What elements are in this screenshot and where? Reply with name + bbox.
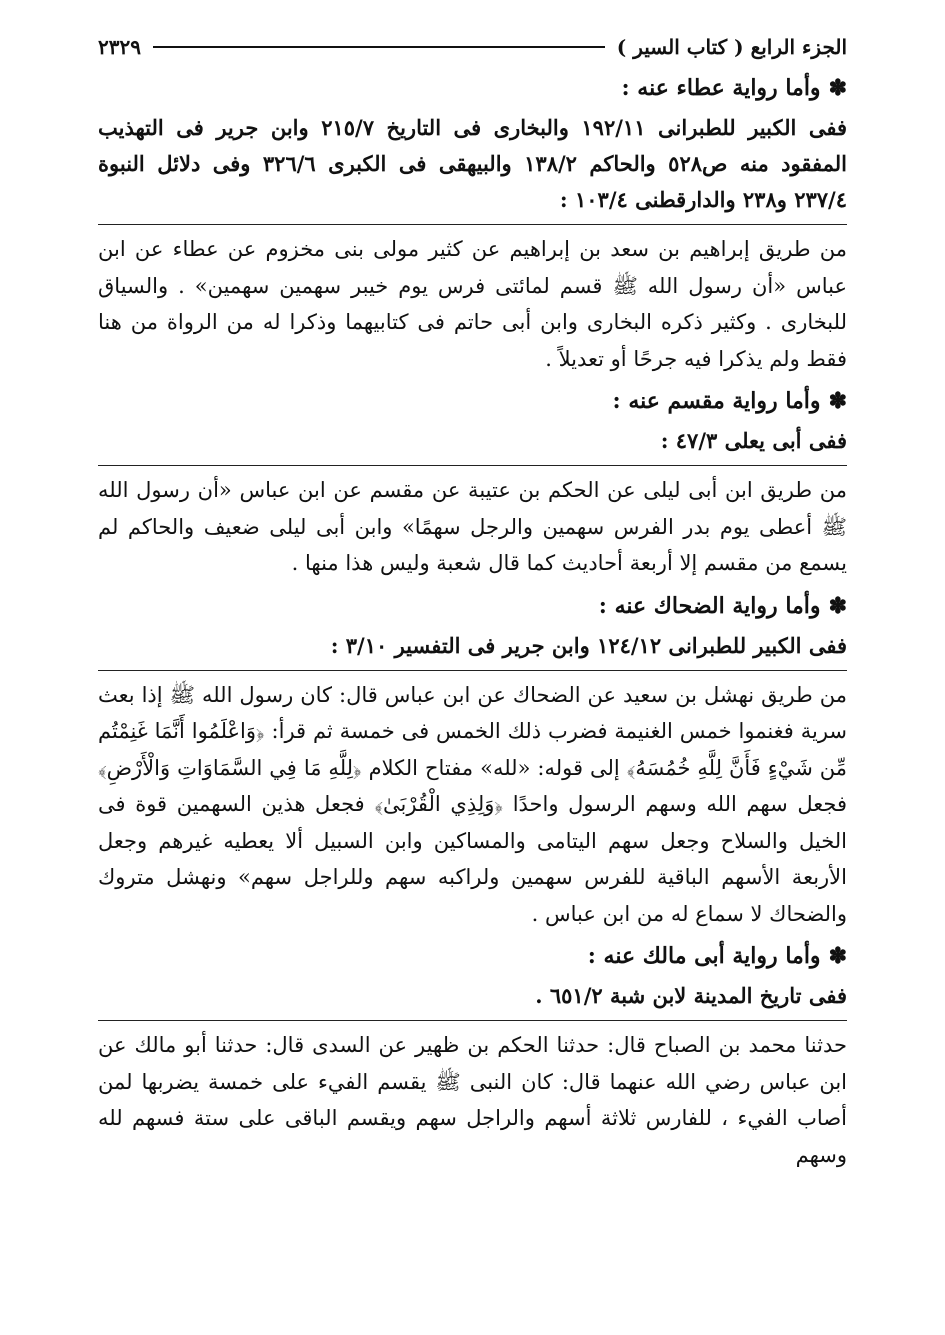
star-icon: ✽ xyxy=(828,388,847,414)
divider xyxy=(98,670,847,671)
section-abu-malik xyxy=(98,938,847,1173)
section-miqsam xyxy=(98,383,847,582)
header-rule xyxy=(153,46,605,48)
section-heading: ✽وأما رواية مقسم عنه : xyxy=(612,388,847,414)
divider xyxy=(98,224,847,225)
source-citation: ففى الكبير للطبرانى ١٢٤/١٢ وابن جرير فى التفسير ٣/١٠ : xyxy=(330,632,847,658)
body-text: من طريق نهشل بن سعيد عن الضحاك عن ابن عباس قال: كان رسول الله ﷺ إذا بعث سرية فغنموا خمس الغنيمة فضرب ذلك الخمس فى خمسة ثم قرأ: ﴿وَاعْلَمُوا أَنَّمَا غَنِمْتُم مِّن شَيْءٍ فَأَنَّ لِلَّهِ خُمُسَهُ﴾ إلى قوله: «لله» مفتاح الكلام ﴿لِلَّهِ مَا فِي السَّمَاوَاتِ وَالْأَرْضِ﴾ فجعل سهم الله وسهم الرسول واحدًا ﴿وَلِذِي الْقُرْبَىٰ﴾ فجعل هذين السهمين قوة فى الخيل والسلاح وجعل سهم اليتامى والمساكين وابن السبيل ألا يعطيه غيرهم وجعل الأربعة الأسهم الباقية للفرس سهمين ولراكبه سهم وللراجل سهم» ونهشل متروك والضحاك لا سماع له من ابن عباس . xyxy=(98,682,847,926)
body-text: من طريق إبراهيم بن سعد بن إبراهيم عن كثير مولى بنى مخزوم عن عطاء عن ابن عباس «أن رسول الله ﷺ قسم لمائتى فرس يوم خيبر سهمين سهمين» . والسياق للبخارى . وكثير ذكره البخارى وابن أبى حاتم فى كتابيهما وذكرا له من الرواة من هنا فقط ولم يذكرا فيه جرحًا أو تعديلاً . xyxy=(98,237,847,371)
divider xyxy=(98,1020,847,1021)
source-citation: ففى تاريخ المدينة لابن شبة ٦٥١/٢ . xyxy=(535,983,847,1008)
body-text: من طريق ابن أبى ليلى عن الحكم بن عتيبة عن مقسم عن ابن عباس «أن رسول الله ﷺ أعطى يوم بدر الفرس سهمين والرجل سهمًا» وابن أبى ليلى ضعيف والحاكم لم يسمع من مقسم إلا أربعة أحاديث كما قال شعبة وليس هذا منها . xyxy=(98,478,847,575)
body-text: حدثنا محمد بن الصباح قال: حدثنا الحكم بن ظهير عن السدى قال: حدثنا أبو مالك عن ابن عباس رضي الله عنهما قال: كان النبى ﷺ يقسم الفيء على خمسة يضربها لمن أصاب الفيء ، للفارس ثلاثة أسهم والراجل سهم ويقسم الباقى على ستة فسهم لله وسهم xyxy=(98,1033,847,1167)
section-dahhak xyxy=(98,588,847,933)
source-citation: ففى أبى يعلى ٤٧/٣ : xyxy=(660,428,847,453)
chapter-title: الجزء الرابع ( كتاب السير ) xyxy=(616,35,847,59)
star-icon: ✽ xyxy=(828,943,847,969)
section-heading: ✽وأما رواية الضحاك عنه : xyxy=(598,592,847,619)
section-heading: ✽وأما رواية عطاء عنه : xyxy=(621,75,847,101)
star-icon: ✽ xyxy=(828,592,847,619)
running-header xyxy=(98,30,847,64)
star-icon: ✽ xyxy=(828,75,847,101)
divider xyxy=(98,465,847,466)
page-number: ٢٣٢٩ xyxy=(98,35,141,59)
source-citation: ففى الكبير للطبرانى ١٩٢/١١ والبخارى فى التاريخ ٢١٥/٧ وابن جرير فى التهذيب المفقود منه ص٥٢٨ والحاكم ١٣٨/٢ والبيهقى فى الكبرى ٣٢٦/٦ وفى دلائل النبوة ٢٣٧/٤ و٢٣٨ والدارقطنى ١٠٣/٤ : xyxy=(98,115,848,212)
section-heading: ✽وأما رواية أبى مالك عنه : xyxy=(587,943,847,969)
section-ata xyxy=(98,70,847,377)
